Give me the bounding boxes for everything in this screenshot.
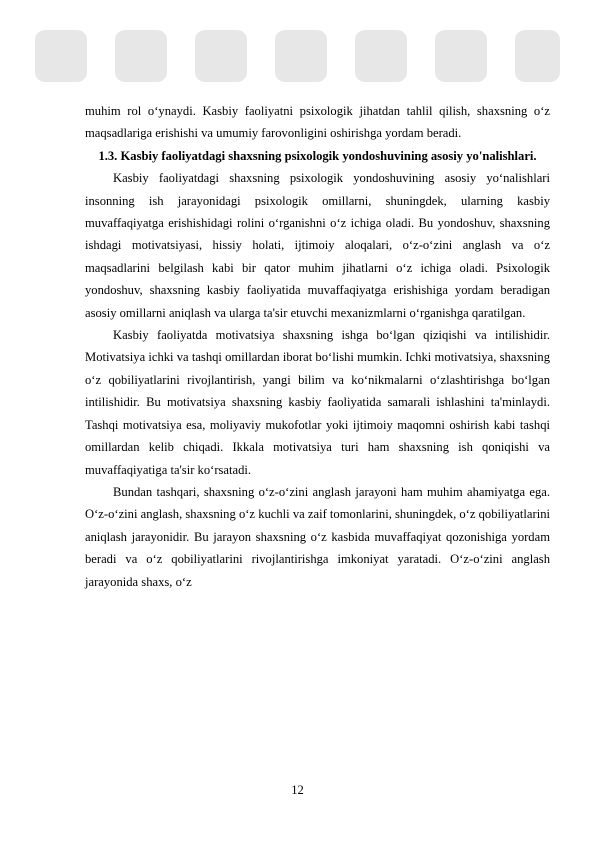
page-content — [85, 100, 550, 593]
body-paragraph-2: Kasbiy faoliyatda motivatsiya shaxsning ishga bo‘lgan qiziqishi va intilishidir. Motivatsiya ichki va tashqi omillardan iborat bo‘lishi mumkin. Ichki motivatsiya, shaxsning o‘z qobiliyatlarini rivojlantirish, yangi bilim va ko‘nikmalarni o‘zlashtirishga bo‘lgan intilishidir. Bu motivatsiya shaxsning kasbiy faoliyatida samarali ishlashini ta'minlaydi. Tashqi motivatsiya esa, moliyaviy mukofotlar yoki ijtimoiy maqomni oshirish kabi tashqi omillardan kelib chiqadi. Ikkala motivatsiya turi ham shaxsning ish qoniqishi va muvaffaqiyatiga ta'sir ko‘rsatadi. — [85, 328, 550, 477]
intro-paragraph: muhim rol o‘ynaydi. Kasbiy faoliyatni psixologik jihatdan tahlil qilish, shaxsning o‘z maqsadlariga erishishi va umumiy farovonligini oshirishga yordam beradi. — [85, 104, 550, 141]
body-paragraph-1: Kasbiy faoliyatdagi shaxsning psixologik yondoshuvining asosiy yo‘nalishlari insonning ish jarayonidagi psixologik omillarni, shuningdek, ularning kasbiy muvaffaqiyatga erishishidagi rolini o‘rganishni o‘z ichiga oladi. Bu yondoshuv, shaxsning ishdagi motivatsiyasi, hissiy holati, ijtimoiy aloqalari, o‘z-o‘zini anglash va o‘z maqsadlarini belgilash kabi bir qator muhim jihatlarni o‘z ichiga oladi. Psixologik yondoshuv, shaxsning kasbiy faoliyatida muvaffaqiyatga erishishiga yordam beradigan asosiy omillarni aniqlash va ularga ta'sir etuvchi mexanizmlarni o‘rganishga qaratilgan. — [85, 171, 550, 320]
page-number: 12 — [291, 783, 304, 797]
section-heading: 1.3. Kasbiy faoliyatdagi shaxsning psixologik yondoshuvining asosiy yo'nalishlari. — [98, 148, 537, 163]
body-paragraph-3: Bundan tashqari, shaxsning o‘z-o‘zini anglash jarayoni ham muhim ahamiyatga ega. O‘z-o‘zini anglash, shaxsning o‘z kuchli va zaif tomonlarini, shuningdek, o‘z qobiliyatlarini aniqlash jarayonidir. Bu jarayon shaxsning o‘z kasbida muvaffaqiyat qozonishiga yordam beradi va o‘z qobiliyatlarini rivojlantirishga imkoniyat yaratadi. O‘z-o‘zini anglash jarayonida shaxs, o‘z — [85, 484, 550, 589]
